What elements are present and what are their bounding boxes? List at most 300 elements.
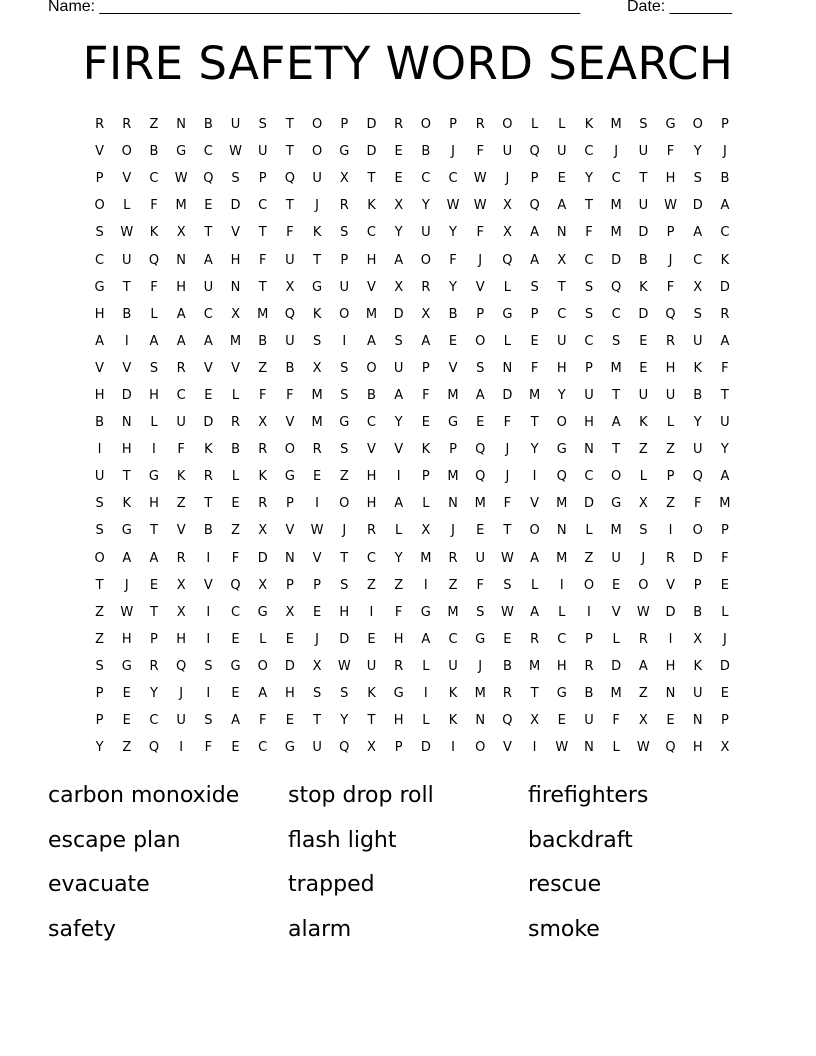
grid-cell: M [556, 550, 568, 566]
grid-cell: O [692, 117, 703, 133]
grid-cell: E [530, 333, 539, 349]
grid-cell: I [396, 469, 401, 485]
grid-cell: F [476, 225, 484, 241]
grid-cell: C [366, 415, 376, 431]
grid-cell: D [719, 658, 730, 674]
grid-cell: X [557, 252, 567, 268]
grid-cell: J [124, 577, 129, 593]
grid-cell: S [312, 686, 322, 702]
word-search-grid [86, 111, 739, 761]
grid-cell: M [474, 496, 486, 512]
grid-cell: I [179, 740, 184, 756]
grid-cell: W [120, 225, 134, 241]
grid-cell: M [311, 415, 323, 431]
grid-cell: W [120, 604, 134, 620]
grid-cell: V [285, 523, 295, 539]
grid-cell: K [312, 225, 322, 241]
grid-cell: U [638, 144, 649, 160]
grid-cell: X [312, 658, 322, 674]
grid-cell: H [366, 469, 377, 485]
grid-cell: A [475, 387, 485, 403]
grid-cell: I [124, 333, 129, 349]
grid-cell: U [665, 387, 676, 403]
grid-cell: T [612, 387, 621, 403]
grid-cell: Z [176, 496, 186, 512]
grid-cell: G [420, 604, 431, 620]
grid-cell: K [448, 713, 458, 729]
grid-cell: K [693, 658, 702, 674]
grid-cell: T [530, 686, 539, 702]
grid-cell: V [312, 550, 322, 566]
grid-cell: H [149, 496, 159, 512]
grid-cell: E [367, 631, 376, 647]
grid-cell: J [614, 144, 619, 160]
grid-cell: V [95, 360, 105, 376]
grid-cell: I [423, 577, 428, 593]
grid-cell: R [366, 523, 376, 539]
grid-cell: W [664, 198, 677, 214]
grid-cell: E [720, 577, 730, 593]
grid-cell: M [610, 523, 622, 539]
grid-cell: L [612, 631, 620, 647]
grid-cell: E [231, 496, 240, 512]
grid-cell: N [502, 360, 513, 376]
grid-cell: J [315, 631, 320, 647]
grid-cell: Q [148, 252, 160, 268]
grid-cell: C [258, 198, 268, 214]
grid-cell: Z [367, 577, 376, 593]
grid-cell: I [315, 496, 320, 512]
grid-cell: T [503, 523, 512, 539]
grid-cell: U [176, 713, 186, 729]
grid-cell: X [421, 306, 431, 322]
grid-cell: K [258, 469, 267, 485]
grid-cell: D [502, 387, 513, 403]
grid-cell: I [587, 604, 591, 620]
grid-cell: L [231, 387, 240, 403]
grid-cell: K [448, 686, 458, 702]
grid-cell: B [203, 117, 213, 133]
grid-cell: G [665, 117, 676, 133]
grid-cell: G [121, 658, 132, 674]
grid-cell: S [476, 360, 485, 376]
grid-cell: Y [530, 442, 539, 458]
grid-cell: Y [449, 225, 457, 241]
grid-cell: C [230, 604, 241, 620]
grid-cell: U [692, 333, 703, 349]
grid-cell: V [203, 577, 213, 593]
grid-cell: Q [556, 469, 567, 485]
grid-cell: Q [475, 469, 486, 485]
grid-cell: S [258, 117, 267, 133]
grid-cell: O [611, 469, 622, 485]
grid-cell: L [530, 117, 539, 133]
grid-cell: F [231, 550, 240, 566]
grid-cell: Z [122, 740, 132, 756]
grid-cell: S [693, 171, 702, 187]
grid-cell: M [447, 469, 459, 485]
grid-cell: P [340, 252, 349, 268]
grid-cell: R [176, 360, 186, 376]
grid-cell: E [639, 360, 648, 376]
grid-cell: B [638, 252, 648, 268]
grid-cell: A [638, 658, 648, 674]
grid-cell: U [475, 550, 485, 566]
grid-cell: Q [665, 740, 676, 756]
grid-cell: A [258, 686, 268, 702]
grid-cell: P [258, 171, 267, 187]
grid-cell: P [95, 713, 104, 729]
grid-cell: R [530, 631, 540, 647]
grid-cell: P [313, 577, 322, 593]
grid-cell: R [203, 469, 213, 485]
grid-cell: S [693, 306, 702, 322]
grid-cell: J [478, 658, 483, 674]
word-list-item: firefighters [528, 783, 649, 808]
grid-cell: X [394, 198, 404, 214]
grid-cell: X [693, 631, 703, 647]
grid-cell: L [612, 740, 620, 756]
grid-cell: J [451, 523, 455, 539]
grid-cell: O [339, 496, 350, 512]
grid-cell: E [122, 686, 131, 702]
grid-cell: H [149, 387, 159, 403]
grid-cell: P [720, 523, 729, 539]
grid-cell: V [394, 442, 404, 458]
grid-cell: P [150, 631, 158, 647]
grid-cell: G [284, 469, 295, 485]
grid-cell: J [505, 442, 510, 458]
grid-cell: Y [720, 442, 729, 458]
grid-cell: F [422, 387, 430, 403]
grid-cell: Q [692, 469, 703, 485]
grid-cell: C [693, 252, 703, 268]
grid-cell: Q [475, 442, 486, 458]
grid-cell: N [692, 713, 703, 729]
grid-cell: D [692, 198, 703, 214]
grid-cell: P [666, 469, 675, 485]
grid-cell: Q [529, 144, 540, 160]
grid-cell: S [340, 387, 349, 403]
grid-cell: A [203, 252, 213, 268]
grid-cell: N [176, 117, 187, 133]
grid-cell: R [95, 117, 105, 133]
grid-cell: D [121, 387, 132, 403]
name-field-label: Name: ______________________________________________________ [48, 0, 581, 15]
grid-cell: R [122, 117, 132, 133]
grid-cell: K [204, 442, 213, 458]
grid-cell: C [584, 252, 594, 268]
grid-cell: A [693, 225, 703, 241]
grid-cell: I [206, 604, 211, 620]
grid-cell: U [692, 442, 703, 458]
grid-cell: O [638, 577, 649, 593]
grid-cell: K [720, 252, 730, 268]
grid-cell: R [394, 658, 404, 674]
grid-cell: U [203, 279, 214, 295]
grid-cell: C [203, 306, 213, 322]
grid-cell: J [722, 144, 727, 160]
grid-cell: A [720, 333, 730, 349]
word-list-item: escape plan [48, 827, 181, 853]
grid-cell: T [367, 713, 376, 729]
grid-cell: H [584, 415, 594, 431]
grid-cell: H [339, 604, 350, 620]
grid-cell: I [342, 333, 347, 349]
grid-cell: N [475, 713, 486, 729]
grid-cell: U [557, 144, 567, 160]
grid-cell: T [95, 577, 104, 593]
grid-cell: O [692, 523, 703, 539]
grid-cell: V [122, 171, 132, 187]
grid-cell: J [722, 631, 727, 647]
grid-cell: N [584, 442, 594, 458]
grid-cell: K [312, 306, 322, 322]
grid-cell: S [340, 225, 349, 241]
grid-cell: H [176, 631, 187, 647]
grid-cell: Y [693, 144, 702, 160]
grid-cell: T [285, 198, 294, 214]
grid-cell: F [530, 360, 539, 376]
grid-cell: M [528, 658, 541, 674]
grid-cell: V [285, 415, 295, 431]
grid-cell: Z [638, 442, 648, 458]
grid-cell: X [530, 713, 540, 729]
grid-cell: F [258, 387, 267, 403]
grid-cell: Z [339, 469, 349, 485]
grid-cell: L [666, 415, 675, 431]
grid-cell: I [451, 740, 455, 756]
grid-cell: O [420, 252, 431, 268]
grid-cell: O [475, 333, 486, 349]
grid-cell: C [149, 171, 159, 187]
grid-cell: T [313, 252, 322, 268]
grid-cell: O [583, 577, 595, 593]
grid-cell: G [502, 306, 513, 322]
grid-cell: C [258, 740, 268, 756]
grid-cell: E [476, 523, 485, 539]
grid-cell: D [692, 550, 703, 566]
grid-cell: U [557, 333, 567, 349]
grid-cell: S [95, 225, 104, 241]
grid-cell: E [204, 198, 213, 214]
grid-cell: M [528, 387, 541, 403]
header-line [0, 0, 816, 22]
grid-cell: R [666, 550, 676, 566]
grid-cell: E [285, 631, 295, 647]
grid-cell: P [340, 117, 349, 133]
grid-cell: S [612, 333, 621, 349]
grid-cell: A [530, 252, 540, 268]
grid-cell: T [285, 144, 294, 160]
grid-cell: E [720, 686, 730, 702]
grid-cell: O [502, 117, 513, 133]
grid-cell: D [638, 306, 649, 322]
grid-cell: E [666, 713, 675, 729]
grid-cell: X [258, 523, 268, 539]
grid-cell: D [420, 740, 431, 756]
grid-cell: Y [394, 225, 403, 241]
grid-cell: U [448, 658, 458, 674]
grid-cell: J [451, 144, 455, 160]
grid-cell: V [231, 225, 240, 241]
grid-cell: P [421, 469, 430, 485]
grid-cell: A [720, 469, 730, 485]
grid-cell: S [340, 686, 349, 702]
grid-cell: I [152, 442, 156, 458]
grid-cell: T [639, 171, 648, 187]
grid-cell: I [532, 740, 537, 756]
word-list-item: safety [48, 916, 116, 942]
grid-cell: W [636, 604, 650, 620]
grid-cell: R [339, 198, 349, 214]
grid-cell: S [639, 117, 648, 133]
grid-cell: M [610, 360, 622, 376]
grid-cell: L [395, 523, 403, 539]
grid-cell: F [150, 279, 158, 295]
grid-cell: X [720, 740, 730, 756]
grid-cell: T [285, 117, 294, 133]
grid-cell: P [394, 740, 403, 756]
grid-cell: S [530, 279, 539, 295]
word-list-item: backdraft [528, 827, 633, 853]
word-list [48, 777, 768, 955]
grid-cell: E [312, 469, 322, 485]
grid-cell: X [693, 279, 703, 295]
grid-cell: H [556, 360, 567, 376]
grid-cell: G [556, 686, 567, 702]
grid-cell: F [666, 279, 675, 295]
grid-cell: B [203, 523, 213, 539]
grid-cell: A [720, 198, 730, 214]
grid-cell: A [176, 333, 186, 349]
grid-cell: H [94, 306, 105, 322]
grid-cell: K [421, 442, 431, 458]
grid-cell: S [584, 306, 594, 322]
grid-cell: H [176, 279, 187, 295]
grid-cell: Q [502, 252, 513, 268]
grid-cell: N [584, 740, 594, 756]
grid-cell: O [366, 360, 377, 376]
grid-cell: M [311, 387, 323, 403]
grid-cell: A [557, 198, 567, 214]
grid-cell: S [340, 360, 349, 376]
grid-cell: X [176, 604, 186, 620]
grid-cell: X [638, 496, 648, 512]
grid-cell: T [557, 279, 566, 295]
grid-cell: J [668, 252, 673, 268]
grid-cell: R [502, 686, 512, 702]
grid-cell: P [95, 171, 104, 187]
grid-cell: O [529, 523, 540, 539]
grid-cell: Q [339, 740, 350, 756]
grid-cell: W [310, 523, 324, 539]
grid-cell: C [557, 631, 567, 647]
grid-cell: X [502, 225, 512, 241]
grid-cell: H [285, 686, 295, 702]
grid-cell: Z [584, 550, 594, 566]
grid-cell: U [366, 658, 377, 674]
grid-cell: I [668, 523, 673, 539]
grid-cell: X [421, 523, 431, 539]
word-list-item: alarm [288, 916, 352, 942]
grid-cell: E [312, 604, 322, 620]
grid-cell: T [720, 387, 729, 403]
grid-cell: S [149, 360, 159, 376]
grid-cell: T [258, 279, 267, 295]
grid-cell: S [503, 577, 512, 593]
grid-cell: E [557, 171, 566, 187]
grid-cell: Y [394, 550, 403, 566]
grid-cell: P [720, 117, 729, 133]
grid-cell: H [94, 387, 105, 403]
grid-cell: J [505, 171, 510, 187]
grid-cell: A [122, 550, 132, 566]
grid-cell: C [366, 225, 376, 241]
grid-cell: S [340, 442, 349, 458]
grid-cell: U [638, 387, 649, 403]
grid-cell: F [177, 442, 185, 458]
grid-cell: D [638, 225, 649, 241]
grid-cell: C [149, 713, 159, 729]
grid-cell: H [366, 252, 377, 268]
grid-cell: P [95, 686, 104, 702]
grid-cell: A [530, 225, 540, 241]
grid-cell: E [639, 333, 648, 349]
grid-cell: O [311, 117, 323, 133]
grid-cell: R [638, 631, 648, 647]
grid-cell: R [231, 415, 241, 431]
grid-cell: T [204, 496, 213, 512]
grid-cell: S [394, 333, 403, 349]
grid-cell: U [638, 198, 649, 214]
grid-cell: L [150, 415, 158, 431]
grid-cell: V [367, 279, 376, 295]
grid-cell: D [611, 252, 622, 268]
grid-cell: V [122, 360, 132, 376]
grid-cell: K [149, 225, 159, 241]
grid-cell: B [231, 442, 240, 458]
grid-cell: T [149, 523, 158, 539]
grid-cell: X [367, 740, 376, 756]
grid-cell: Q [203, 171, 214, 187]
grid-cell: S [95, 496, 104, 512]
grid-cell: G [312, 279, 323, 295]
word-list-item: flash light [288, 827, 397, 853]
grid-cell: U [502, 144, 513, 160]
grid-cell: L [422, 658, 430, 674]
grid-cell: U [230, 117, 241, 133]
grid-cell: P [449, 117, 457, 133]
grid-cell: A [394, 496, 404, 512]
grid-cell: I [559, 577, 564, 593]
grid-cell: W [446, 198, 460, 214]
grid-cell: F [693, 496, 702, 512]
grid-cell: Q [148, 740, 160, 756]
grid-cell: E [231, 686, 240, 702]
grid-cell: K [367, 686, 376, 702]
grid-cell: J [315, 198, 320, 214]
grid-cell: G [94, 279, 105, 295]
grid-cell: D [230, 198, 241, 214]
grid-cell: F [286, 225, 294, 241]
grid-cell: T [204, 225, 213, 241]
grid-cell: W [229, 144, 242, 160]
grid-cell: B [285, 360, 295, 376]
grid-cell: G [230, 658, 241, 674]
grid-cell: X [285, 604, 295, 620]
grid-cell: N [448, 496, 458, 512]
